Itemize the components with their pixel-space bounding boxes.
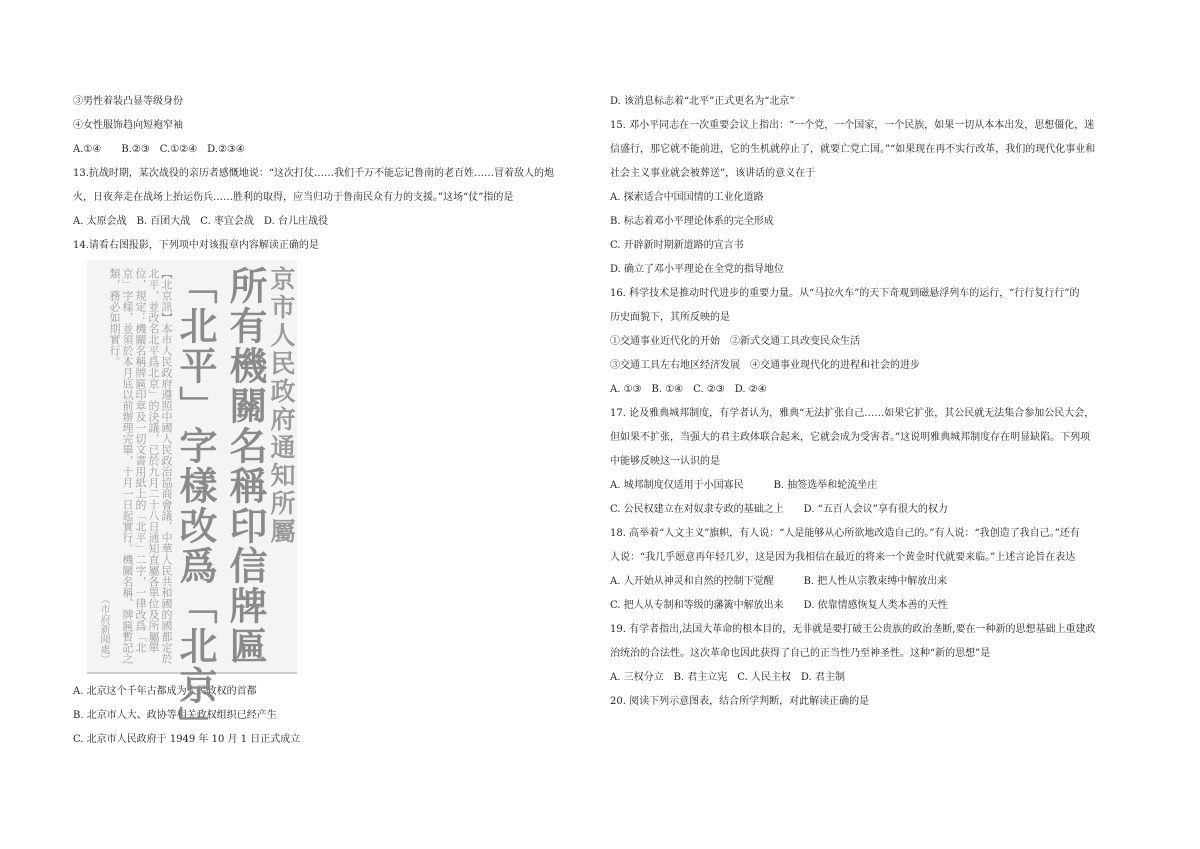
q13-stem-line-1: 13.抗战时期，某次战役的亲历者感慨地说：“这次打仗……我们千万不能忘记鲁南的老百姓……冒着敌人的炮 bbox=[73, 168, 555, 179]
clipping-body-text: 【北京訊】本市人民政府遵照中國人民政治協商會議，中華人民共和國的國都定於北平，並改名北平爲北京」的決議，已於九月二十八日通知直屬各單位及所屬單位，規定：機關名稱牌匾印章及一切文書用紙上的「北平」二字，一律改爲「北京」字樣，並須於本月底以前辦理完畢，十月一日起實行。機關名稱、牌匾暫記之類，務必如期實行。 bbox=[108, 268, 173, 664]
q12-options: A.①④ B.②③ C.①②④ D.②③④ bbox=[73, 144, 245, 155]
q19-stem-line-2: 治统治的合法性。这次革命也因此获得了自己的正当性乃至神圣性。这种“新的思想”是 bbox=[610, 648, 991, 659]
q18-stem-line-1: 18. 高举着“人文主义”旗帜，有人说：“人是能够从心所欲地改造自己的。”有人说：“我创造了我自己。”还有 bbox=[610, 528, 1080, 539]
q15-stem-line-1: 15. 邓小平同志在一次重要会议上指出：“一个党，一个国家，一个民族，如果一切从本本出发，思想僵化，迷 bbox=[610, 120, 1095, 131]
q15-stem-line-2: 信盛行，那它就不能前进，它的生机就停止了，就要亡党亡国。”“如果现在再不实行改革，我们的现代化事业和 bbox=[610, 144, 1096, 155]
q15-option-a: A. 探索适合中国国情的工业化道路 bbox=[610, 192, 764, 203]
q16-options: A. ①③ B. ①④ C. ②③ D. ②④ bbox=[610, 384, 767, 395]
q16-stem-line-1: 16. 科学技术是推动时代进步的重要力量。从“马拉火车”的天下奇观到磁悬浮列车的运行，“行行复行行”的 bbox=[610, 288, 1080, 299]
q12-item-3: ③男性着装凸显等级身份 bbox=[73, 96, 183, 107]
clipping-headline-1: 京市人民政府通知所屬 bbox=[267, 266, 296, 546]
q16-items-1: ①交通事业近代化的开始 ②新式交通工具改变民众生活 bbox=[610, 336, 860, 347]
clipping-headline-3: 「北平」字樣改爲「北京」 bbox=[173, 266, 217, 746]
q19-stem-line-1: 19. 有学者指出,法国大革命的根本目的，无非就是要打破王公贵族的政治垄断,要在一种新的思想基础上重建政 bbox=[610, 624, 1096, 635]
q17-stem-line-2: 但如果不扩张，当强大的君主政体联合起来，它就会成为受害者。”这说明雅典城邦制度存在明显缺陷。下列项 bbox=[610, 432, 1091, 443]
q19-options: A. 三权分立 B. 君主立宪 C. 人民主权 D. 君主制 bbox=[610, 672, 845, 683]
q16-items-2: ③交通工具左右地区经济发展 ④交通事业现代化的进程和社会的进步 bbox=[610, 360, 920, 371]
left-column bbox=[73, 90, 593, 752]
q15-stem-line-3: 社会主义事业就会被葬送”，该讲话的意义在于 bbox=[610, 168, 816, 179]
clipping-source: （市府新聞處） bbox=[98, 594, 109, 664]
q18-options-ab: A. 人开始从神灵和自然的控制下觉醒 B. 把人性从宗教束缚中解放出来 bbox=[610, 576, 948, 587]
q20-stem: 20. 阅读下列示意图表，结合所学判断，对此解读正确的是 bbox=[610, 696, 870, 707]
q18-stem-line-2: 人说：“我几乎愿意再年轻几岁，这是因为我相信在最近的将来一个黄金时代就要来临。”上述言论旨在表达 bbox=[610, 552, 1076, 563]
q17-options-cd: C. 公民权建立在对奴隶专政的基础之上 D. “五百人会议”享有很大的权力 bbox=[610, 504, 948, 515]
q17-stem-line-1: 17. 论及雅典城邦制度，有学者认为，雅典“无法扩张自己……如果它扩张，其公民就无法集合参加公民大会， bbox=[610, 408, 1095, 419]
q16-stem-line-2: 历史面貌下，其所反映的是 bbox=[610, 312, 730, 323]
q13-stem-line-2: 火，日夜奔走在战场上抬运伤兵……胜利的取得，应当归功于鲁南民众有力的支援。”这场“仗”指的是 bbox=[73, 192, 514, 203]
q17-stem-line-3: 中能够反映这一认识的是 bbox=[610, 456, 720, 467]
q14-option-b: B. 北京市人大、政协等相关政权组织已经产生 bbox=[73, 710, 277, 721]
q14-option-a: A. 北京这个千年古都成为人民政权的首都 bbox=[73, 686, 257, 697]
q15-option-d: D. 确立了邓小平理论在全党的指导地位 bbox=[610, 264, 785, 275]
clipping-headline-2: 所有機關名稱印信牌匾 bbox=[223, 266, 267, 666]
q12-item-4: ④女性服饰趋向短袍窄袖 bbox=[73, 120, 183, 131]
q14-stem: 14.请看右图报影，下列项中对该报章内容解读正确的是 bbox=[73, 240, 319, 251]
q13-options: A. 太原会战 B. 百团大战 C. 枣宜会战 D. 台儿庄战役 bbox=[73, 216, 328, 227]
q17-options-ab: A. 城邦制度仅适用于小国寡民 B. 抽签选举和轮流坐庄 bbox=[610, 480, 878, 491]
q15-option-c: C. 开辟新时期新道路的宣言书 bbox=[610, 240, 744, 251]
q14-option-c: C. 北京市人民政府于 1949 年 10 月 1 日正式成立 bbox=[73, 734, 301, 745]
q14-option-d: D. 该消息标志着“北平”正式更名为“北京” bbox=[610, 96, 795, 107]
q18-options-cd: C. 把人从专制和等级的藩篱中解放出来 D. 依靠情感恢复人类本善的天性 bbox=[610, 600, 948, 611]
q15-option-b: B. 标志着邓小平理论体系的完全形成 bbox=[610, 216, 774, 227]
right-column bbox=[610, 90, 1182, 714]
